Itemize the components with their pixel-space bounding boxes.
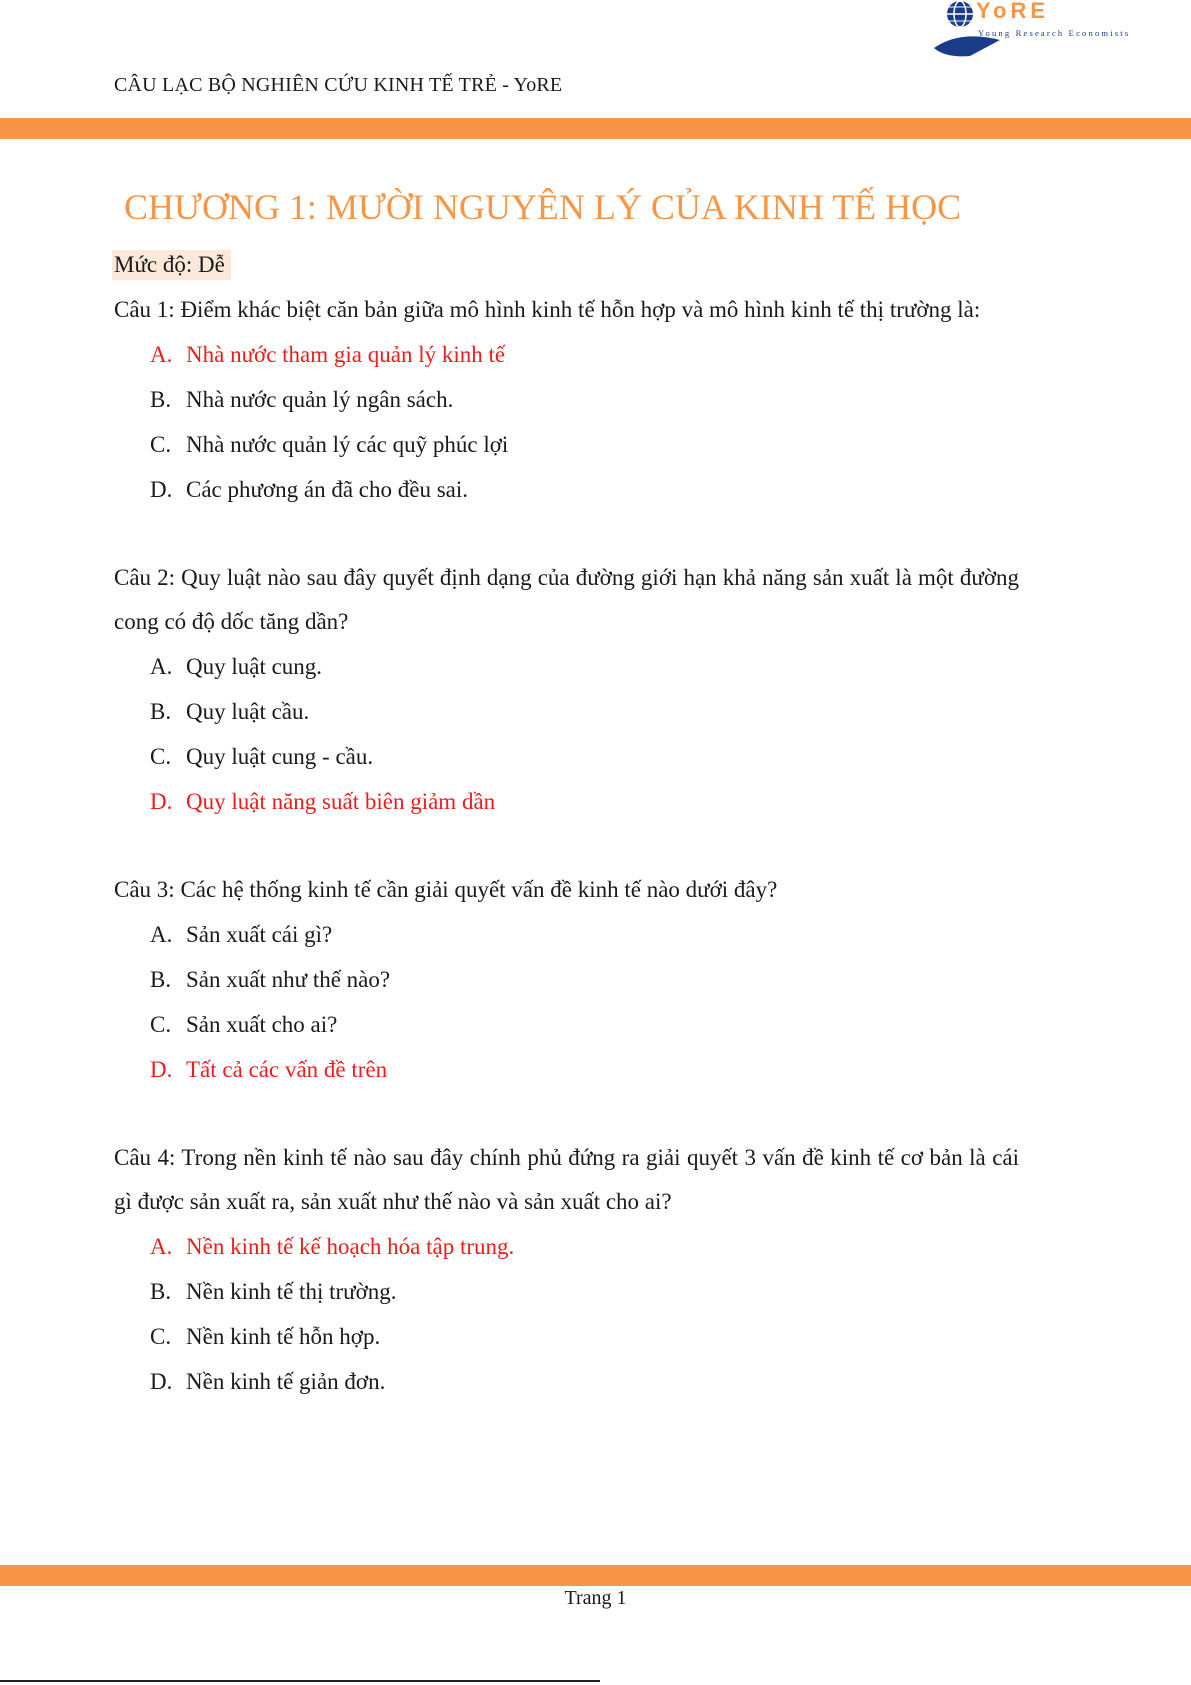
question-block	[114, 556, 1019, 824]
logo-wordmark: YoRE	[976, 0, 1050, 23]
answer-letter: C.	[150, 432, 172, 457]
answer-text: Quy luật năng suất biên giảm dần	[186, 789, 496, 814]
header-org-name: CÂU LẠC BỘ NGHIÊN CỨU KINH TẾ TRẺ - YoRE	[114, 74, 563, 96]
answer-letter: D.	[150, 789, 173, 814]
answer-letter: D.	[150, 1057, 173, 1082]
answer-text: Quy luật cung - cầu.	[186, 744, 374, 769]
answer-option	[114, 1359, 1019, 1404]
answer-text: Nền kinh tế giản đơn.	[186, 1369, 386, 1394]
answer-text: Nhà nước tham gia quản lý kinh tế	[186, 342, 506, 367]
answer-text: Các phương án đã cho đều sai.	[186, 477, 469, 502]
answer-letter: B.	[150, 699, 172, 724]
answer-option	[114, 1047, 1019, 1092]
answer-text: Sản xuất cho ai?	[186, 1012, 338, 1037]
logo-tagline: Young Research Economists	[978, 28, 1131, 38]
header-divider-bar	[0, 118, 1191, 139]
answer-option	[114, 467, 1019, 512]
answer-letter: A.	[150, 342, 173, 367]
answer-letter: B.	[150, 1279, 172, 1304]
answer-text: Tất cả các vấn đề trên	[186, 1057, 388, 1082]
yore-logo	[930, 0, 1140, 58]
globe-logo-icon	[930, 0, 1140, 58]
answer-option	[114, 422, 1019, 467]
answer-option	[114, 957, 1019, 1002]
answer-option	[114, 779, 1019, 824]
question-text: Câu 2: Quy luật nào sau đây quyết định dạng của đường giới hạn khả năng sản xuất là một đường cong có độ dốc tăng dần?	[114, 565, 1019, 634]
question-text: Câu 4: Trong nền kinh tế nào sau đây chính phủ đứng ra giải quyết 3 vấn đề kinh tế cơ bản là cái gì được sản xuất ra, sản xuất như thế nào và sản xuất cho ai?	[114, 1145, 1019, 1214]
answer-option	[114, 1224, 1019, 1269]
question-block	[114, 288, 1019, 512]
answer-text: Quy luật cung.	[186, 654, 323, 679]
answer-text: Quy luật cầu.	[186, 699, 310, 724]
question-block	[114, 868, 1019, 1092]
answer-letter: D.	[150, 477, 173, 502]
answer-option	[114, 1269, 1019, 1314]
answer-text: Sản xuất như thế nào?	[186, 967, 391, 992]
answer-option	[114, 912, 1019, 957]
answer-text: Nhà nước quản lý các quỹ phúc lợi	[186, 432, 509, 457]
answer-option	[114, 332, 1019, 377]
answer-letter: A.	[150, 654, 173, 679]
answer-letter: B.	[150, 967, 172, 992]
answer-letter: A.	[150, 922, 173, 947]
question-text: Câu 3: Các hệ thống kinh tế cần giải quyết vấn đề kinh tế nào dưới đây?	[114, 877, 778, 902]
answer-text: Nhà nước quản lý ngân sách.	[186, 387, 454, 412]
answer-letter: B.	[150, 387, 172, 412]
answer-text: Nền kinh tế kế hoạch hóa tập trung.	[186, 1234, 515, 1259]
answer-letter: A.	[150, 1234, 173, 1259]
answer-letter: C.	[150, 1012, 172, 1037]
page-edge-line	[0, 1680, 600, 1682]
answer-option	[114, 689, 1019, 734]
answer-text: Sản xuất cái gì?	[186, 922, 333, 947]
answer-letter: C.	[150, 744, 172, 769]
answer-letter: C.	[150, 1324, 172, 1349]
question-block	[114, 1136, 1019, 1404]
answer-option	[114, 1314, 1019, 1359]
answer-option	[114, 644, 1019, 689]
footer-divider-bar	[0, 1565, 1191, 1586]
difficulty-level: Mức độ: Dễ	[112, 250, 231, 280]
question-text: Câu 1: Điểm khác biệt căn bản giữa mô hình kinh tế hỗn hợp và mô hình kinh tế thị trường là:	[114, 297, 981, 322]
answer-option	[114, 734, 1019, 779]
answer-text: Nền kinh tế hỗn hợp.	[186, 1324, 381, 1349]
question-list	[114, 288, 1019, 1448]
chapter-title: CHƯƠNG 1: MƯỜI NGUYÊN LÝ CỦA KINH TẾ HỌC	[124, 187, 962, 227]
answer-option	[114, 377, 1019, 422]
answer-option	[114, 1002, 1019, 1047]
answer-letter: D.	[150, 1369, 173, 1394]
answer-text: Nền kinh tế thị trường.	[186, 1279, 397, 1304]
page-number: Trang 1	[564, 1587, 627, 1609]
